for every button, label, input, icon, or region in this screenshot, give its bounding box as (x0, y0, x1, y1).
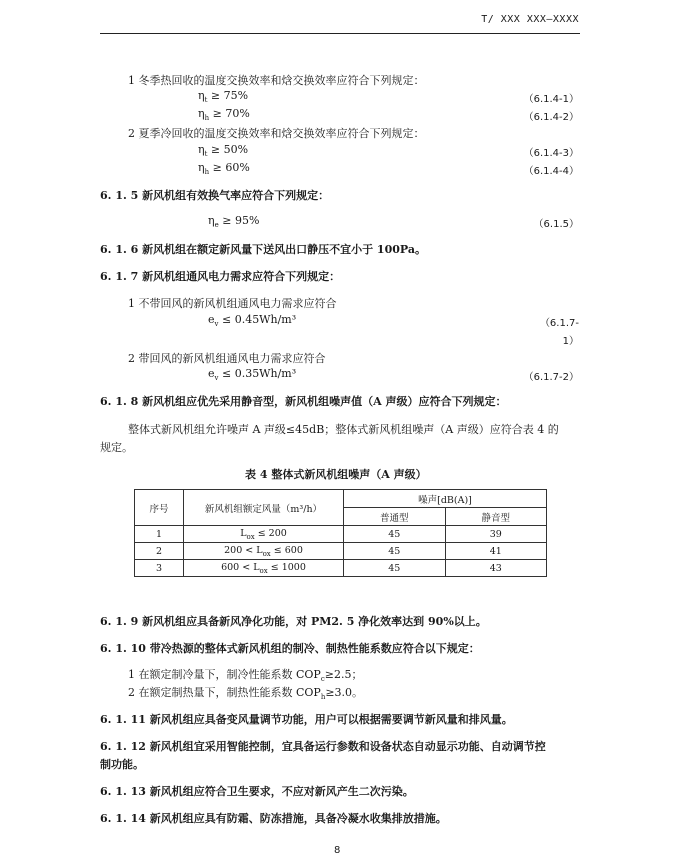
clause-6-1-13: 6. 1. 13 新风机组应符合卫生要求，不应对新风产生二次污染。 (100, 785, 414, 798)
row-quiet: 43 (445, 560, 547, 577)
table-row (135, 543, 547, 560)
clause-6-1-6: 6. 1. 6 新风机组在额定新风量下送风出口静压不宜小于 100Pa。 (100, 243, 427, 256)
clause-6-1-8: 6. 1. 8 新风机组应优先采用静音型，新风机组噪声值（A 声级）应符合下列规定： (100, 395, 507, 408)
eqno-6-1-4-1: （6.1.4-1） (523, 94, 579, 105)
s6110-item1: 1 在额定制冷量下，制冷性能系数 $COP_c\ge 2.5$； (128, 668, 363, 684)
eqno-6-1-4-2: （6.1.4-2） (523, 112, 579, 123)
header-rule (100, 33, 580, 34)
eqno-6-1-4-3: （6.1.4-3） (523, 148, 579, 159)
page-number: 8 (334, 845, 341, 856)
table4-title: 表 4 整体式新风机组噪声（A 声级） (245, 468, 427, 481)
s614-item1: 1 冬季热回收的温度交换效率和焓交换效率应符合下列规定： (128, 74, 425, 87)
row-range: $L_{ox} \le 200$ (184, 526, 344, 543)
clause-6-1-14: 6. 1. 14 新风机组应具有防霜、防冻措施，具备冷凝水收集排放措施。 (100, 812, 447, 825)
eq-6-1-5: $\eta_e \ge 95\%$ (208, 214, 260, 230)
clause-6-1-9: 6. 1. 9 新风机组应具备新风净化功能，对 PM2. 5 净化效率达到 90%以上。 (100, 615, 487, 628)
table-row (135, 526, 547, 543)
row-no: 3 (135, 560, 184, 577)
s618-para-line2: 规定。 (100, 441, 133, 454)
eq-6-1-7-2: $e_v \le 0.35Wh/m^3$ (208, 367, 297, 383)
clause-6-1-10: 6. 1. 10 带冷热源的整体式新风机组的制冷、制热性能系数应符合以下规定： (100, 642, 480, 655)
s618-para-line1: 整体式新风机组允许噪声 A 声级≤45dB；整体式新风机组噪声（A 声级）应符合表 4 的 (128, 423, 559, 436)
table4 (134, 489, 547, 577)
s614-item2: 2 夏季冷回收的温度交换效率和焓交换效率应符合下列规定： (128, 127, 425, 140)
clause-6-1-12-line1: 6. 1. 12 新风机组宜采用智能控制，宜具备运行参数和设备状态自动显示功能、自动调节控 (100, 740, 546, 753)
eqno-6-1-7-1-line1: （6.1.7- (539, 318, 579, 329)
eq-6-1-4-3: $\eta_t \ge 50\%$ (198, 143, 249, 159)
clause-6-1-7: 6. 1. 7 新风机组通风电力需求应符合下列规定： (100, 270, 341, 283)
row-normal: 45 (344, 543, 446, 560)
table-row (135, 560, 547, 577)
table4-header-flow: 新风机组额定风量（m³/h） (184, 490, 344, 526)
row-quiet: 41 (445, 543, 547, 560)
row-normal: 45 (344, 526, 446, 543)
eq-6-1-7-1: $e_v \le 0.45Wh/m^3$ (208, 313, 297, 329)
row-no: 1 (135, 526, 184, 543)
row-no: 2 (135, 543, 184, 560)
eqno-6-1-7-2: （6.1.7-2） (523, 372, 579, 383)
eq-6-1-4-1: $\eta_t \ge 75\%$ (198, 89, 249, 105)
eqno-6-1-5: （6.1.5） (533, 219, 579, 230)
table4-header-no: 序号 (135, 490, 184, 526)
eq-6-1-4-2: $\eta_h \ge 70\%$ (198, 107, 250, 123)
row-range: $600 < L_{ox} \le 1000$ (184, 560, 344, 577)
row-quiet: 39 (445, 526, 547, 543)
row-range: $200 < L_{ox} \le 600$ (184, 543, 344, 560)
table4-header-quiet: 静音型 (445, 508, 547, 526)
eqno-6-1-7-1-line2: 1） (562, 336, 579, 347)
s617-item2: 2 带回风的新风机组通风电力需求应符合 (128, 352, 326, 365)
s6110-item2: 2 在额定制热量下，制热性能系数 $COP_h\ge 3.0$。 (128, 686, 364, 702)
s617-item1: 1 不带回风的新风机组通风电力需求应符合 (128, 297, 337, 310)
clause-6-1-11: 6. 1. 11 新风机组应具备变风量调节功能，用户可以根据需要调节新风量和排风量。 (100, 713, 513, 726)
table4-header-noise: 噪声[dB(A)] (344, 490, 547, 508)
document-code: T/ XXX XXX—XXXX (481, 14, 579, 25)
table4-header-normal: 普通型 (344, 508, 446, 526)
clause-6-1-5: 6. 1. 5 新风机组有效换气率应符合下列规定： (100, 189, 330, 202)
row-normal: 45 (344, 560, 446, 577)
eqno-6-1-4-4: （6.1.4-4） (523, 166, 579, 177)
clause-6-1-12-line2: 制功能。 (100, 758, 144, 771)
eq-6-1-4-4: $\eta_h \ge 60\%$ (198, 161, 250, 177)
